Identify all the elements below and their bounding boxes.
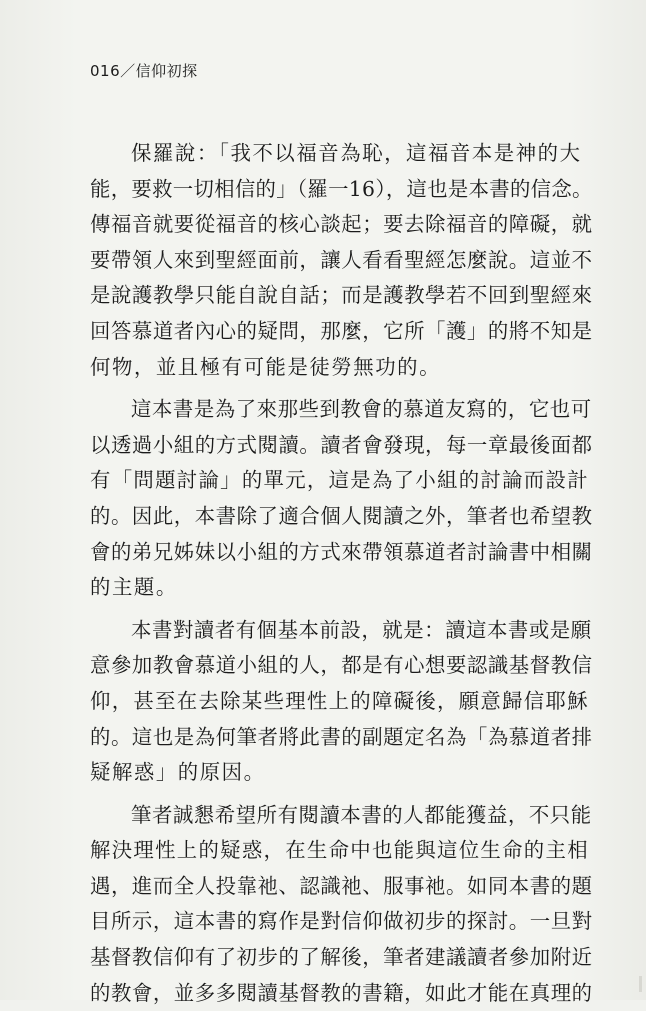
paragraph	[90, 136, 593, 385]
text-line: 疑解惑」的原因。	[90, 760, 266, 785]
text-line: 基督教信仰有了初步的了解後，筆者建議讀者參加附近	[90, 945, 593, 970]
body-text	[90, 136, 593, 1011]
header-separator: ／	[120, 62, 136, 80]
text-line: 這本書是為了來那些到教會的慕道友寫的，它也可	[131, 397, 592, 422]
text-line: 目所示，這本書的寫作是對信仰做初步的探討。一旦對	[90, 909, 593, 934]
text-line: 保羅說：「我不以福音為恥，這福音本是神的大	[131, 141, 582, 165]
running-header	[90, 60, 198, 81]
text-line: 的教會，並多多閱讀基督教的書籍，如此才能在真理的	[90, 980, 593, 1005]
text-line: 的主題。	[90, 575, 178, 600]
paragraph	[90, 392, 593, 606]
text-line: 遇，進而全人投靠祂、認識祂、服事祂。如同本書的題	[90, 873, 593, 898]
text-line: 能，要救一切相信的」（羅一16），這也是本書的信念。	[90, 176, 593, 201]
page-edge-mark	[639, 976, 642, 992]
text-line: 的。這也是為何筆者將此書的副題定名為「為慕道者排	[90, 724, 593, 749]
text-line: 的。因此，本書除了適合個人閱讀之外，筆者也希望教	[90, 503, 593, 528]
text-line: 筆者誠懇希望所有閱讀本書的人都能獲益，不只能	[131, 802, 592, 827]
text-line: 仰，甚至在去除某些理性上的障礙後，願意歸信耶穌	[90, 688, 589, 713]
text-line: 有「問題討論」的單元，這是為了小組的討論而設計	[90, 468, 589, 493]
text-line: 是說護教學只能自說自話；而是護教學若不回到聖經來	[90, 283, 593, 308]
paragraph	[90, 798, 593, 1011]
text-line: 意參加教會慕道小組的人，都是有心想要認識基督教信	[90, 653, 593, 678]
text-line: 會的弟兄姊妹以小組的方式來帶領慕道者討論書中相關	[90, 539, 593, 564]
text-line: 傳福音就要從福音的核心談起；要去除福音的障礙，就	[90, 212, 593, 237]
text-line: 回答慕道者內心的疑問，那麼，它所「護」的將不知是	[90, 318, 593, 343]
book-title: 信仰初探	[135, 62, 198, 80]
text-line: 何物，並且極有可能是徒勞無功的。	[90, 354, 442, 379]
text-line: 本書對讀者有個基本前設，就是：讀這本書或是願	[131, 617, 592, 642]
page-number: 016	[90, 62, 121, 80]
text-line: 要帶領人來到聖經面前，讓人看看聖經怎麼說。這並不	[90, 247, 593, 272]
text-line: 以透過小組的方式閱讀。讀者會發現，每一章最後面都	[90, 432, 593, 457]
text-line: 解決理性上的疑惑，在生命中也能與這位生命的主相	[90, 838, 589, 863]
paragraph	[90, 613, 593, 791]
